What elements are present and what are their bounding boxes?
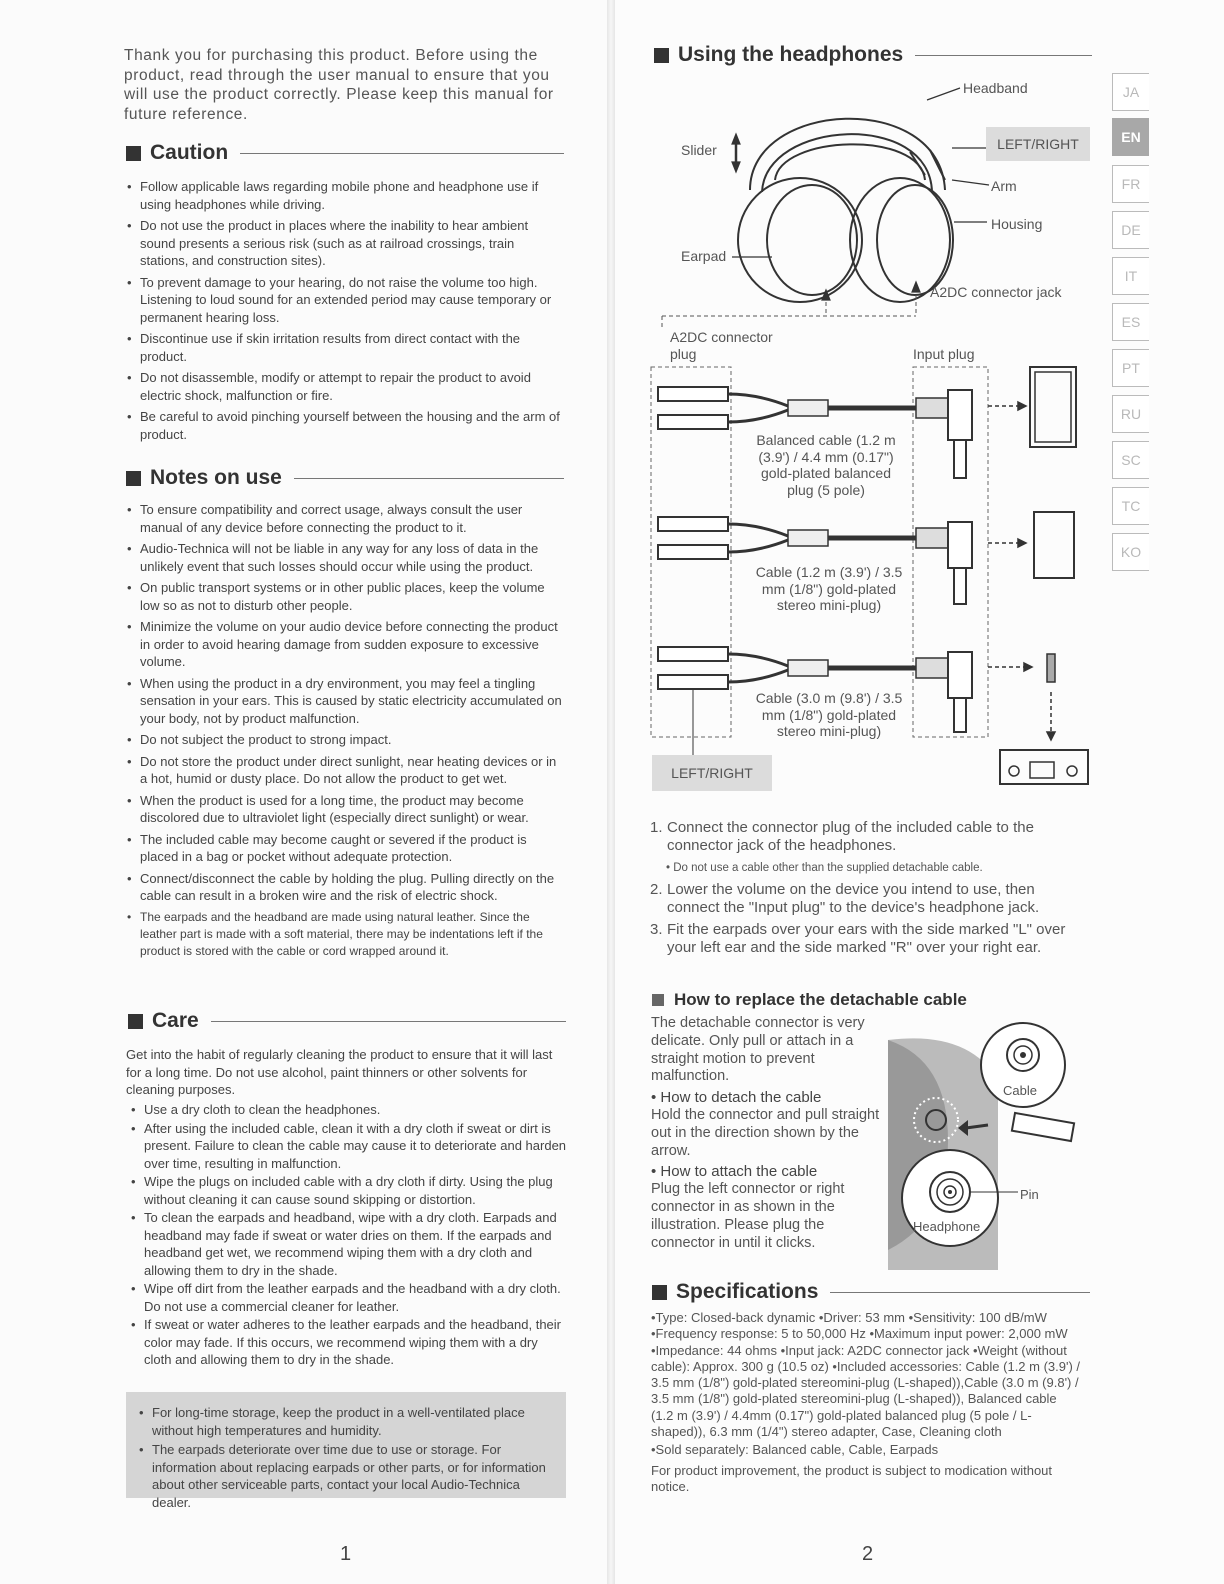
list-item: • If sweat or water adheres to the leather earpads and the headband, their color may fade. If this occurs, we recommend wiping them with a dry cloth and allowing them to dry in the shade.: [128, 1316, 568, 1369]
storage-note-list: [136, 1404, 556, 1515]
step-number: 1.: [650, 819, 663, 836]
care-intro: Get into the habit of regularly cleaning the product to ensure that it will last for a long time. Do not use alcohol, paint thinners or other solvents for cleaning purposes.: [126, 1047, 553, 1097]
storage-note-box: [126, 1392, 566, 1510]
specs-notice: For product improvement, the product is subject to modication without notice.: [651, 1462, 1053, 1494]
list-item: • Audio-Technica will not be liable in any way for any loss of data in the unlikely event that such losses should occur while using the product.: [124, 540, 566, 575]
label-earpad: Earpad: [681, 248, 727, 264]
list-item: • Minimize the volume on your audio device before connecting the product in order to avoid hearing damage from sudden exposure to excessive volume.: [124, 618, 566, 671]
replace-intro: The detachable connector is very delicate. Only pull or attach in a straight motion to prevent malfunction.: [651, 1015, 865, 1085]
cable-desc-line: mm (1/8") gold-plated: [761, 706, 897, 723]
step-item: [650, 921, 1090, 957]
lang-tab-ja[interactable]: JA: [1112, 73, 1149, 111]
list-item: • Wipe off dirt from the leather earpads and the headband with a dry cloth. Do not use a commercial cleaner for leather.: [128, 1280, 568, 1315]
list-item: • Discontinue use if skin irritation results from direct contact with the product.: [124, 330, 564, 365]
label-arm: Arm: [991, 178, 1017, 194]
list-item: • To prevent damage to your hearing, do not raise the volume too high. Listening to loud sound for an extended period may cause temporary or permanent hearing loss.: [124, 274, 564, 327]
label-left-right-bottom: LEFT/RIGHT: [652, 755, 772, 791]
cable-plug-shape: [1012, 1113, 1074, 1141]
specs-sold-separately: •Sold separately: Balanced cable, Cable, Earpads: [651, 1442, 939, 1458]
label-a2dc-plug-1: A2DC connector: [670, 329, 773, 345]
list-item: • The earpads deteriorate over time due to use or storage. For information about replacing earpads or other parts, or for information about other serviceable parts, contact your local Audio-Technica dealer.: [136, 1441, 556, 1511]
cable-desc-line: stereo mini-plug): [776, 723, 882, 739]
lang-tab-en[interactable]: EN: [1112, 118, 1149, 156]
lang-tab-ko[interactable]: KO: [1112, 533, 1149, 571]
list-item: • Wipe the plugs on included cable with a dry cloth if dirty. Using the plug without cleaning it can cause sound skipping or distortion.: [128, 1173, 568, 1208]
heading-rule: [211, 1021, 566, 1022]
notes-heading: [126, 466, 564, 490]
lang-tab-pt[interactable]: PT: [1112, 349, 1149, 387]
caution-list: [124, 178, 564, 447]
cable-desc-short: [744, 564, 914, 614]
notes-title: Notes on use: [150, 466, 282, 489]
list-item: • To clean the earpads and headband, wipe with a dry cloth. Earpads and headband may fade if sweat or water dries on them. If the earpads and headband get wet, we recommend wiping them with a dry cloth and allowing them to dry in the shade.: [128, 1209, 568, 1279]
label-left-right-top: LEFT/RIGHT: [986, 127, 1090, 161]
heading-square-icon: [128, 1014, 143, 1029]
smartphone-icon: [1034, 512, 1074, 578]
lang-tab-it[interactable]: IT: [1112, 257, 1149, 295]
intro-paragraph: Thank you for purchasing this product. Before using the product, read through the user manual to ensure that you will use the product correctly. Please keep this manual for future reference.: [124, 47, 554, 123]
lang-tab-fr[interactable]: FR: [1112, 165, 1149, 203]
heading-rule: [915, 55, 1092, 56]
heading-rule: [240, 153, 564, 154]
caution-title: Caution: [150, 141, 229, 164]
cable-desc-line: gold-plated balanced: [761, 465, 891, 481]
list-item: • Connect/disconnect the cable by holding the plug. Pulling directly on the cable can result in a broken wire and the risk of electric shock.: [124, 870, 566, 905]
care-heading: [128, 1009, 566, 1033]
detach-text: Hold the connector and pull straight out in the direction shown by the arrow.: [651, 1106, 880, 1159]
cable-desc-line: plug (5 pole): [787, 481, 865, 498]
lang-tab-sc[interactable]: SC: [1112, 441, 1149, 479]
replace-heading: [652, 990, 967, 1010]
list-item: • Be careful to avoid pinching yourself between the housing and the arm of product.: [124, 408, 564, 443]
list-item: • For long-time storage, keep the product in a well-ventilated place without high temperatures and humidity.: [136, 1404, 556, 1439]
list-item: • The earpads and the headband are made using natural leather. Since the leather part is made with a soft material, there may be indentations left if the product is stored with the cable or cord wrapped around it.: [124, 909, 566, 960]
page-number-right: 2: [862, 1543, 874, 1565]
page-number-left: 1: [340, 1543, 352, 1565]
cable-desc-line: mm (1/8") gold-plated: [761, 580, 897, 597]
label-cable: Cable: [1003, 1083, 1037, 1098]
lang-tab-ru[interactable]: RU: [1112, 395, 1149, 433]
label-headband: Headband: [963, 80, 1028, 96]
label-a2dc-plug-2: plug: [670, 346, 697, 362]
heading-square-icon: [126, 146, 141, 161]
list-item: • When the product is used for a long time, the product may become discolored due to ultraviolet light (especially direct sunlight) or wear.: [124, 792, 566, 827]
step-item: [650, 881, 1090, 917]
heading-square-icon: [652, 994, 664, 1006]
list-item: • Do not store the product under direct sunlight, near heating devices or in a hot, humid or dusty place. Do not allow the product to get wet.: [124, 753, 566, 788]
list-item: • Follow applicable laws regarding mobile phone and headphone use if using headphones while driving.: [124, 178, 564, 213]
care-title: Care: [152, 1009, 199, 1032]
label-housing: Housing: [991, 216, 1043, 232]
cable-desc-balanced: [746, 432, 906, 498]
specs-heading: [652, 1280, 1090, 1304]
specs-title: Specifications: [676, 1280, 819, 1303]
step-number: 3.: [650, 921, 663, 938]
heading-square-icon: [654, 48, 669, 63]
caution-heading: [126, 141, 564, 165]
player-device-icon: [1030, 367, 1076, 447]
heading-square-icon: [126, 471, 141, 486]
step-note: • Do not use a cable other than the supplied detachable cable.: [666, 862, 983, 874]
cable-desc-line: (3.9') / 4.4 mm (0.17"): [758, 448, 894, 465]
specs-body: •Type: Closed-back dynamic •Driver: 53 mm •Sensitivity: 100 dB/mW •Frequency response: 5 to 50,000 Hz •Maximum input power: 2,000 mW •Impedance: 44 ohms •Input jack: A2DC connector jack •Weight (without cable): Approx. 300 g (10.5 oz) •Included accessories: Cable (1.2 m (3.9') / 3.5 mm (1/8") gold-plated stereomini-plug (L-shaped)),Cable (3.0 m (9.8') / 3.5 mm (1/8") gold-plated stereomini-plug (L-shaped)), Balanced cable (1.2 m (3.9') / 4.4mm (0.17") gold-plated balanced plug (5 pole / L-shaped)), 6.3 mm (1/4") stereo adapter, Case, Cleaning cloth: [651, 1310, 1081, 1440]
specs-text: [651, 1310, 1081, 1495]
attach-heading: • How to attach the cable: [651, 1163, 818, 1181]
step-text: Fit the earpads over your ears with the side marked "L" over your left ear and the side marked "R" over your right ear.: [667, 921, 1066, 956]
detach-heading-text: How to detach the cable: [660, 1089, 822, 1107]
replace-text: [651, 1015, 891, 1252]
heading-square-icon: [652, 1285, 667, 1300]
list-item: • The included cable may become caught or severed if the product is placed in a bag or pocket without adequate protection.: [124, 831, 566, 866]
cable-desc-line: Cable (3.0 m (9.8') / 3.5: [755, 690, 903, 706]
notes-list: [124, 501, 566, 964]
list-item: • Do not subject the product to strong impact.: [124, 731, 566, 749]
step-item: [650, 819, 1090, 855]
label-pin: Pin: [1020, 1187, 1039, 1202]
list-item: • Do not disassemble, modify or attempt to repair the product to avoid electric shock, malfunction or fire.: [124, 369, 564, 404]
list-item: • Use a dry cloth to clean the headphones.: [128, 1101, 568, 1119]
cable-desc-line: Cable (1.2 m (3.9') / 3.5: [755, 564, 903, 580]
lang-tab-tc[interactable]: TC: [1112, 487, 1149, 525]
replace-title: How to replace the detachable cable: [674, 990, 967, 1009]
label-a2dc-jack: A2DC connector jack: [930, 284, 1062, 300]
list-item: • When using the product in a dry environment, you may feel a tingling sensation in your ears. This is caused by static electricity accumulated on your body, not by product malfunction.: [124, 675, 566, 728]
adapter-plug-icon: [1047, 654, 1055, 682]
cable-desc-long: [744, 690, 914, 740]
detach-heading: • How to detach the cable: [651, 1089, 822, 1107]
heading-rule: [830, 1292, 1090, 1293]
step-note-text: Do not use a cable other than the supplied detachable cable.: [673, 862, 983, 874]
step-text: Connect the connector plug of the included cable to the connector jack of the headphones.: [667, 819, 1034, 854]
step-number: 2.: [650, 881, 663, 898]
list-item: • To ensure compatibility and correct usage, always consult the user manual of any device before connecting the product to it.: [124, 501, 566, 536]
cable-desc-line: Balanced cable (1.2 m: [756, 432, 896, 448]
using-title: Using the headphones: [678, 43, 904, 66]
using-heading: [654, 43, 1092, 67]
label-slider: Slider: [681, 142, 717, 158]
step-text: Lower the volume on the device you intend to use, then connect the "Input plug" to the device's headphone jack.: [667, 881, 1040, 916]
lang-tab-de[interactable]: DE: [1112, 211, 1149, 249]
label-headphone: Headphone: [913, 1219, 981, 1234]
label-input-plug: Input plug: [913, 346, 975, 362]
page-spine: [607, 0, 615, 1584]
heading-rule: [294, 478, 564, 479]
cable-desc-line: stereo mini-plug): [776, 597, 882, 613]
list-item: • On public transport systems or in other public places, keep the volume low so as not to disturb other people.: [124, 579, 566, 614]
attach-text: Plug the left connector or right connector in as shown in the illustration. Please plug the connector in until it clicks.: [651, 1181, 845, 1251]
list-item: • After using the included cable, clean it with a dry cloth if sweat or dirt is present. Failure to clean the cable may cause it to deteriorate and harden over time, resulting in malfunction.: [128, 1120, 568, 1173]
list-item: • Do not use the product in places where the inability to hear ambient sound presents a serious risk (such as at railroad crossings, train stations, and construction sites).: [124, 217, 564, 270]
usage-steps: [650, 819, 1090, 961]
lang-tab-es[interactable]: ES: [1112, 303, 1149, 341]
care-list: [128, 1101, 568, 1370]
attach-heading-text: How to attach the cable: [660, 1163, 818, 1181]
